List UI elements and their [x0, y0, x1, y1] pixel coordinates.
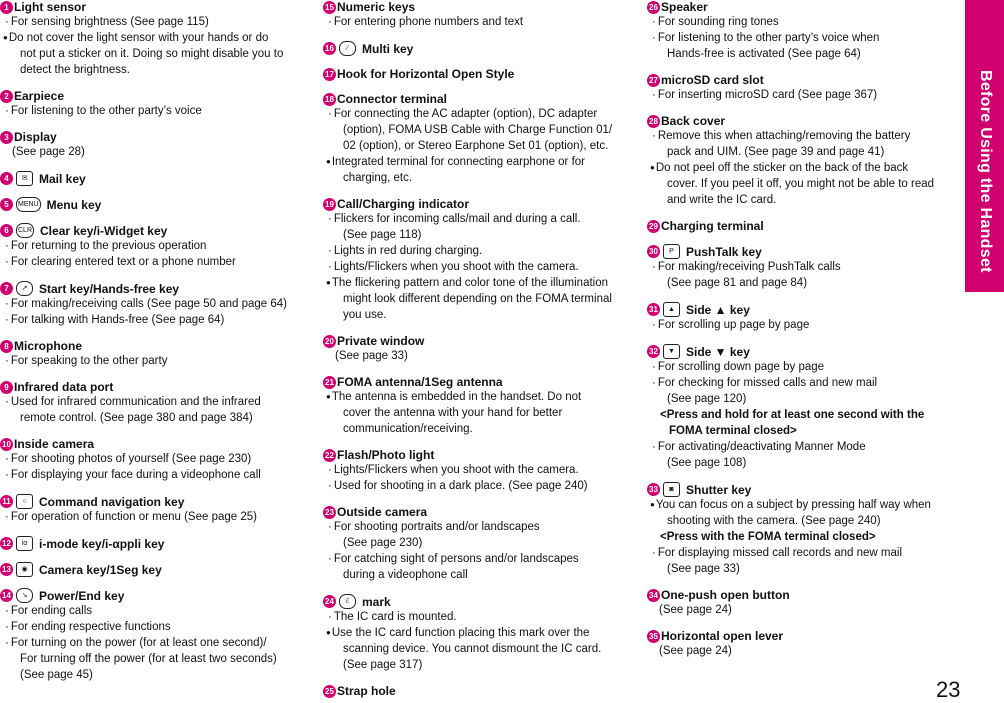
entry-title: Hook for Horizontal Open Style	[337, 67, 515, 81]
item-number-badge: 13	[0, 563, 13, 576]
entry-line: · For ending respective functions	[0, 619, 312, 635]
entry-title: Connector terminal	[337, 92, 448, 106]
page-number: 23	[936, 677, 961, 702]
item-number-badge: 26	[647, 1, 660, 14]
entry-title: Infrared data port	[14, 380, 114, 394]
entry-line-cont: Hands-free is activated (See page 64)	[667, 48, 861, 60]
entry-line-cont: 02 (option), or Stereo Earphone Set 01 (option), etc.	[343, 140, 609, 152]
entry-ic-mark	[323, 594, 641, 673]
item-number-badge: 4	[0, 172, 13, 185]
item-number-badge: 5	[0, 198, 13, 211]
entry-antenna	[323, 375, 641, 437]
item-number-badge: 8	[0, 340, 13, 353]
entry-title: Camera key/1Seg key	[39, 562, 162, 577]
entry-speaker	[647, 0, 957, 62]
entry-title: microSD card slot	[661, 73, 764, 87]
entry-bullet: ● Integrated terminal for connecting earphone or for	[323, 154, 641, 170]
column-middle	[323, 0, 641, 698]
column-left	[0, 0, 312, 683]
item-number-badge: 23	[323, 506, 336, 519]
entry-flash	[323, 448, 641, 494]
entry-line: · Used for infrared communication and the infrared	[0, 394, 312, 410]
entry-line: · For ending calls	[0, 603, 312, 619]
entry-mail-key	[0, 171, 312, 186]
command-navigation-key-icon: ○	[16, 494, 33, 509]
entry-charging-terminal	[647, 219, 957, 233]
entry-line-cont: For turning off the power (for at least two seconds)	[20, 653, 277, 665]
entry-line: · For catching sight of persons and/or landscapes	[323, 551, 641, 567]
entry-line-cont: (See page 230)	[343, 537, 423, 549]
pushtalk-key-icon: P	[663, 244, 680, 259]
entry-title: mark	[362, 594, 391, 609]
entry-line: · For making/receiving PushTalk calls	[647, 259, 957, 275]
entry-line: · For shooting photos of yourself (See page 230)	[0, 451, 312, 467]
item-number-badge: 28	[647, 115, 660, 128]
entry-imode-key	[0, 536, 312, 551]
multi-key-icon: ⁄	[339, 41, 356, 56]
menu-key-icon: MENU	[16, 197, 41, 212]
entry-infrared-port	[0, 380, 312, 426]
entry-note: <Press and hold for at least one second with the	[660, 409, 925, 421]
entry-multi-key	[323, 41, 641, 56]
entry-bullet: ● Do not peel off the sticker on the back of the back	[647, 160, 957, 176]
entry-note: <Press with the FOMA terminal closed>	[660, 531, 876, 543]
entry-title: Flash/Photo light	[337, 448, 435, 462]
entry-line-cont: pack and UIM. (See page 39 and page 41)	[667, 146, 885, 158]
entry-bullet: ● You can focus on a subject by pressing half way when	[647, 497, 957, 513]
item-number-badge: 34	[647, 589, 660, 602]
item-number-badge: 31	[647, 303, 660, 316]
entry-microphone	[0, 339, 312, 369]
entry-clear-key	[0, 223, 312, 270]
entry-one-push-button	[647, 588, 957, 618]
entry-title: Charging terminal	[661, 219, 764, 233]
entry-title: Back cover	[661, 114, 726, 128]
entry-earpiece	[0, 89, 312, 119]
entry-start-key	[0, 281, 312, 328]
entry-line: · For displaying missed call records and new mail	[647, 545, 957, 561]
entry-title: Mail key	[39, 171, 86, 186]
entry-line: · For clearing entered text or a phone number	[0, 254, 312, 270]
entry-line-cont: communication/receiving.	[343, 423, 473, 435]
entry-line: · Lights/Flickers when you shoot with the camera.	[323, 259, 641, 275]
entry-line: · For shooting portraits and/or landscapes	[323, 519, 641, 535]
entry-line-cont: (See page 317)	[343, 659, 423, 671]
item-number-badge: 24	[323, 595, 336, 608]
mail-key-icon: ✉	[16, 171, 33, 186]
entry-line-cont: (See page 108)	[667, 457, 747, 469]
item-number-badge: 32	[647, 345, 660, 358]
entry-side-down-key	[647, 344, 957, 471]
entry-display	[0, 130, 312, 160]
shutter-key-icon: ◙	[663, 482, 680, 497]
entry-horizontal-lever	[647, 629, 957, 659]
entry-line: · For inserting microSD card (See page 367)	[647, 87, 957, 103]
entry-title: Microphone	[14, 339, 82, 353]
item-number-badge: 35	[647, 630, 660, 643]
entry-title: Call/Charging indicator	[337, 197, 470, 211]
entry-line: · For checking for missed calls and new mail	[647, 375, 957, 391]
item-number-badge: 30	[647, 245, 660, 258]
entry-shutter-key	[647, 482, 957, 577]
entry-title: i-mode key/i-αppli key	[39, 536, 165, 551]
entry-side-up-key	[647, 302, 957, 333]
entry-title: Inside camera	[14, 437, 95, 451]
item-number-badge: 6	[0, 224, 13, 237]
item-number-badge: 25	[323, 685, 336, 698]
entry-title: Display	[14, 130, 57, 144]
entry-line-cont: during a videophone call	[343, 569, 468, 581]
entry-call-indicator	[323, 197, 641, 323]
power-end-key-icon: ↘	[16, 588, 33, 603]
entry-title: Menu key	[46, 197, 102, 212]
entry-outside-camera	[323, 505, 641, 583]
entry-title: Light sensor	[14, 0, 87, 14]
entry-line-cont: not put a sticker on it. Doing so might disable you to	[20, 48, 284, 60]
entry-line: · For activating/deactivating Manner Mode	[647, 439, 957, 455]
entry-title: Power/End key	[39, 588, 125, 603]
entry-line-cont: cover the antenna with your hand for better	[343, 407, 563, 419]
entry-title: Side ▲ key	[686, 302, 750, 317]
item-number-badge: 3	[0, 131, 13, 144]
entry-line: · For displaying your face during a videophone call	[0, 467, 312, 483]
entry-title: Side ▼ key	[686, 344, 750, 359]
entry-microsd-slot	[647, 73, 957, 103]
item-number-badge: 33	[647, 483, 660, 496]
entry-line: · For connecting the AC adapter (option), DC adapter	[323, 106, 641, 122]
item-number-badge: 15	[323, 1, 336, 14]
item-number-badge: 10	[0, 438, 13, 451]
entry-line: · For listening to the other party’s voice	[0, 103, 312, 119]
entry-line: · For scrolling up page by page	[647, 317, 957, 333]
item-number-badge: 16	[323, 42, 336, 55]
felica-mark-icon: ℰ	[339, 594, 356, 609]
entry-connector-terminal	[323, 92, 641, 186]
entry-line: · For making/receiving calls (See page 50 and page 64)	[0, 296, 312, 312]
entry-line-cont: cover. If you peel it off, you might not be able to read	[667, 178, 935, 190]
entry-line: · For operation of function or menu (See page 25)	[0, 509, 312, 525]
entry-hook	[323, 67, 641, 81]
entry-bullet: ● Do not cover the light sensor with your hands or do	[0, 30, 312, 46]
entry-pushtalk-key	[647, 244, 957, 291]
entry-line: · The IC card is mounted.	[323, 609, 641, 625]
entry-line-cont: (See page 118)	[343, 229, 422, 241]
entry-title: Horizontal open lever	[661, 629, 784, 643]
item-number-badge: 19	[323, 198, 336, 211]
item-number-badge: 14	[0, 589, 13, 602]
entry-line: · Remove this when attaching/removing the battery	[647, 128, 957, 144]
item-number-badge: 1	[0, 1, 13, 14]
entry-line: · Lights/Flickers when you shoot with the camera.	[323, 462, 641, 478]
entry-strap-hole	[323, 684, 641, 698]
entry-camera-key	[0, 562, 312, 577]
entry-command-nav-key	[0, 494, 312, 525]
entry-numeric-keys	[323, 0, 641, 30]
entry-line: · For turning on the power (for at least one second)/	[0, 635, 312, 651]
entry-line-cont: (See page 120)	[667, 393, 747, 405]
entry-title: Earpiece	[14, 89, 65, 103]
entry-line-cont: (See page 81 and page 84)	[667, 277, 808, 289]
entry-title: Private window	[337, 334, 425, 348]
imode-key-icon: iα	[16, 536, 33, 551]
item-number-badge: 11	[0, 495, 13, 508]
column-right	[647, 0, 957, 659]
entry-text: (See page 24)	[659, 604, 732, 616]
entry-bullet: ● Use the IC card function placing this mark over the	[323, 625, 641, 641]
entry-line: · Flickers for incoming calls/mail and during a call.	[323, 211, 641, 227]
item-number-badge: 22	[323, 449, 336, 462]
entry-line: · For sounding ring tones	[647, 14, 957, 30]
entry-line-cont: detect the brightness.	[20, 64, 130, 76]
item-number-badge: 18	[323, 93, 336, 106]
entry-line-cont: remote control. (See page 380 and page 384)	[20, 412, 253, 424]
item-number-badge: 17	[323, 68, 336, 81]
entry-line-cont: shooting with the camera. (See page 240)	[667, 515, 881, 527]
entry-line: · For sensing brightness (See page 115)	[0, 14, 312, 30]
item-number-badge: 7	[0, 282, 13, 295]
entry-text: (See page 33)	[335, 350, 408, 362]
entry-line: · For scrolling down page by page	[647, 359, 957, 375]
entry-title: Clear key/i-Widget key	[40, 223, 168, 238]
entry-line: · For returning to the previous operation	[0, 238, 312, 254]
item-number-badge: 27	[647, 74, 660, 87]
entry-inside-camera	[0, 437, 312, 483]
entry-note-cont: FOMA terminal closed>	[669, 425, 797, 437]
entry-line-cont: (See page 45)	[20, 669, 93, 681]
entry-title: Strap hole	[337, 684, 396, 698]
entry-title: Command navigation key	[39, 494, 185, 509]
item-number-badge: 12	[0, 537, 13, 550]
entry-menu-key	[0, 197, 312, 212]
entry-line: · For speaking to the other party	[0, 353, 312, 369]
entry-line: · Used for shooting in a dark place. (See page 240)	[323, 478, 641, 494]
entry-line-cont: (option), FOMA USB Cable with Charge Function 01/	[343, 124, 613, 136]
entry-title: One-push open button	[661, 588, 790, 602]
entry-line-cont: you use.	[343, 309, 387, 321]
entry-title: Shutter key	[686, 482, 752, 497]
entry-private-window	[323, 334, 641, 364]
entry-line: · Lights in red during charging.	[323, 243, 641, 259]
entry-line-cont: and write the IC card.	[667, 194, 777, 206]
item-number-badge: 20	[323, 335, 336, 348]
entry-title: Outside camera	[337, 505, 428, 519]
entry-line-cont: scanning device. You cannot dismount the IC card.	[343, 643, 602, 655]
start-key-icon: ↗	[16, 281, 33, 296]
entry-title: FOMA antenna/1Seg antenna	[337, 375, 503, 389]
entry-text: (See page 24)	[659, 645, 732, 657]
entry-line: · For entering phone numbers and text	[323, 14, 641, 30]
entry-bullet: ● The antenna is embedded in the handset. Do not	[323, 389, 641, 405]
entry-power-key	[0, 588, 312, 683]
entry-line: · For talking with Hands-free (See page 64)	[0, 312, 312, 328]
entry-back-cover	[647, 114, 957, 208]
side-up-key-icon: ▲	[663, 302, 680, 317]
section-tab-label: Before Using the Handset	[977, 70, 994, 273]
entry-title: PushTalk key	[686, 244, 762, 259]
entry-line: · For listening to the other party’s voice when	[647, 30, 957, 46]
side-down-key-icon: ▼	[663, 344, 680, 359]
entry-line-cont: (See page 33)	[667, 563, 740, 575]
entry-text: (See page 28)	[12, 146, 85, 158]
entry-title: Numeric keys	[337, 0, 416, 14]
entry-bullet: ● The flickering pattern and color tone of the illumination	[323, 275, 641, 291]
entry-line-cont: might look different depending on the FOMA terminal	[343, 293, 612, 305]
item-number-badge: 9	[0, 381, 13, 394]
entry-line-cont: charging, etc.	[343, 172, 413, 184]
item-number-badge: 29	[647, 220, 660, 233]
item-number-badge: 21	[323, 376, 336, 389]
entry-title: Multi key	[362, 41, 414, 56]
camera-key-icon: ◉	[16, 562, 33, 577]
entry-title: Start key/Hands-free key	[39, 281, 180, 296]
entry-title: Speaker	[661, 0, 708, 14]
entry-light-sensor	[0, 0, 312, 78]
item-number-badge: 2	[0, 90, 13, 103]
section-tab	[965, 0, 1004, 292]
clear-key-icon: CLR	[16, 223, 34, 238]
